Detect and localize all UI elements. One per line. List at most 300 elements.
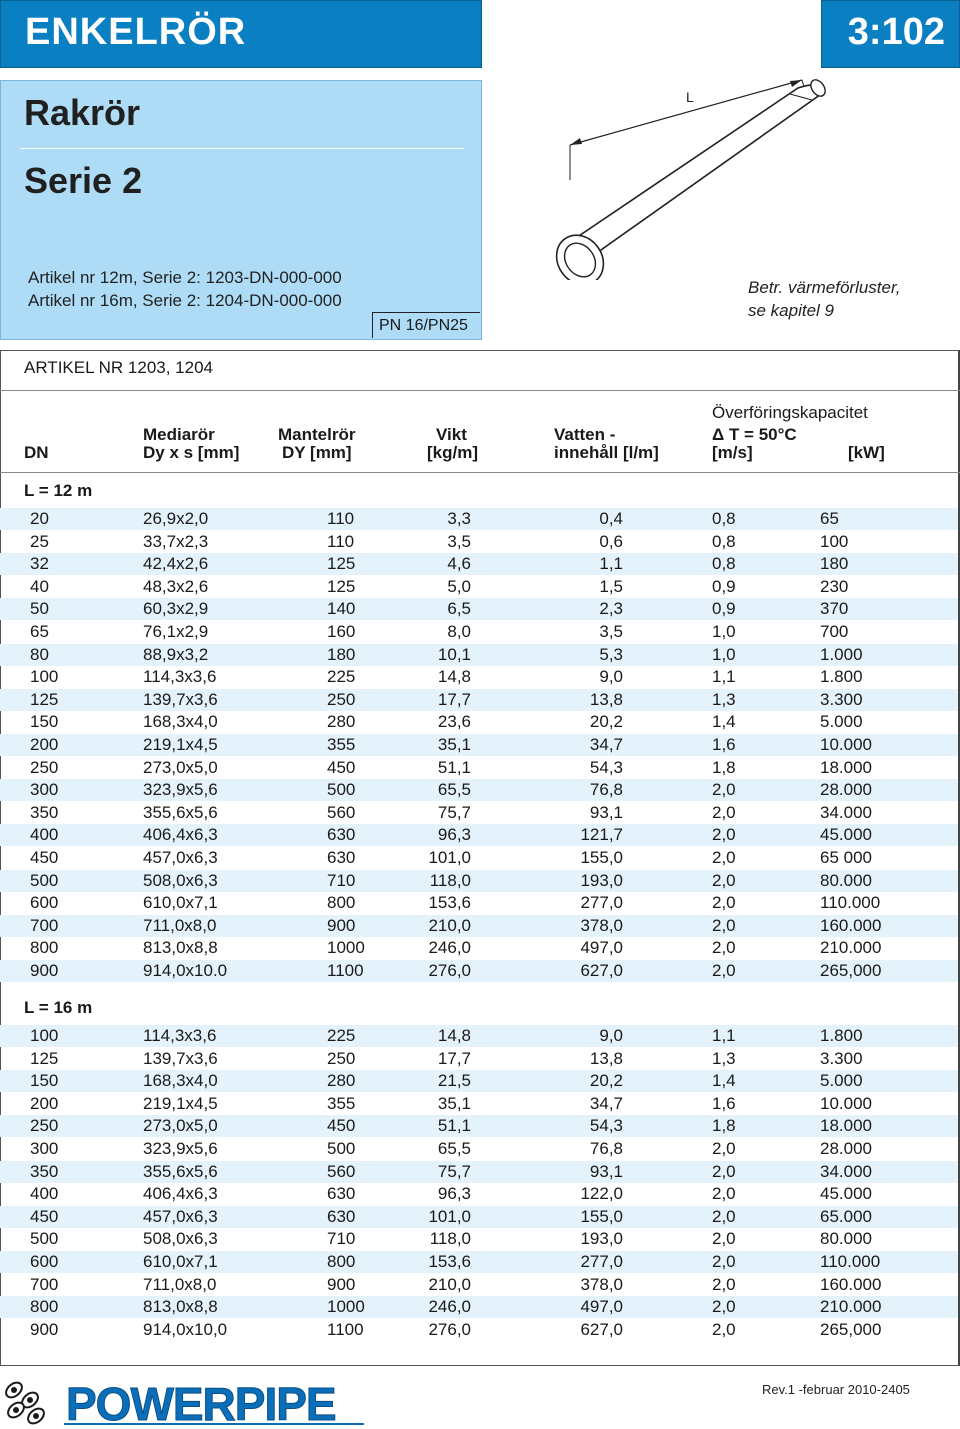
table-row [0, 1251, 958, 1273]
media-pipe-cell: 323,9x5,6 [143, 1139, 218, 1158]
casing-pipe-cell: 500 [327, 780, 356, 800]
media-pipe-cell: 114,3x3,6 [143, 1026, 217, 1045]
media-pipe-cell: 273,0x5,0 [143, 1116, 218, 1136]
col-header-media-bottom: Dy x s [mm] [143, 443, 240, 462]
weight-cell: 14,8 [437, 667, 471, 687]
speed-cell: 2,0 [712, 802, 736, 822]
document-title: ENKELRÖR [25, 11, 247, 53]
weight-cell: 96,3 [437, 825, 471, 845]
power-cell: 34.000 [820, 1161, 872, 1181]
weight-cell: 153,6 [428, 1252, 471, 1271]
dn-cell: 40 [30, 576, 49, 596]
weight-cell: 75,7 [437, 802, 471, 822]
media-pipe-cell: 914,0x10.0 [143, 961, 228, 980]
table-row [0, 915, 958, 937]
weight-cell: 51,1 [437, 757, 471, 777]
speed-cell: 2,0 [712, 1252, 736, 1271]
weight-cell: 65,5 [437, 1139, 471, 1158]
dn-cell: 400 [30, 825, 59, 845]
table-row [0, 1138, 958, 1160]
media-pipe-cell: 139,7x3,6 [143, 1048, 218, 1068]
media-pipe-cell: 168,3x4,0 [143, 1071, 218, 1091]
table-row [0, 802, 958, 824]
dn-cell: 125 [30, 1048, 59, 1068]
brand-wordmark: POWERPIPE [66, 1378, 336, 1428]
product-name: Rakrör [24, 92, 141, 133]
table-row [0, 1115, 958, 1137]
col-header-mantel-bottom: DY [mm] [282, 443, 352, 462]
water-content-cell: 155,0 [580, 848, 623, 867]
power-cell: 5.000 [820, 712, 863, 732]
speed-cell: 0,8 [712, 554, 736, 574]
water-content-cell: 76,8 [589, 1139, 623, 1158]
casing-pipe-cell: 710 [327, 870, 356, 890]
water-content-cell: 193,0 [580, 1229, 623, 1249]
heat-loss-line-1: Betr. värmeförluster, [748, 278, 901, 297]
article-line-12m: Artikel nr 12m, Serie 2: 1203-DN-000-000 [28, 268, 342, 287]
power-cell: 65.000 [820, 1206, 872, 1226]
weight-cell: 14,8 [437, 1026, 471, 1045]
speed-cell: 1,6 [712, 1093, 736, 1113]
length-label: L [686, 89, 694, 105]
table-row [0, 644, 958, 666]
table-row [0, 666, 958, 688]
power-cell: 210.000 [820, 1297, 882, 1317]
speed-cell: 2,0 [712, 780, 736, 800]
dn-cell: 50 [30, 599, 49, 619]
col-header-mantel-top: Mantelrör [278, 425, 356, 444]
water-content-cell: 93,1 [589, 802, 623, 822]
table-row [0, 847, 958, 869]
weight-cell: 35,1 [437, 735, 471, 754]
power-cell: 3.300 [820, 689, 863, 709]
power-cell: 180 [820, 554, 849, 574]
media-pipe-cell: 711,0x8,0 [143, 915, 217, 935]
power-cell: 1.000 [820, 644, 863, 664]
casing-pipe-cell: 500 [327, 1139, 356, 1158]
casing-pipe-cell: 800 [327, 1252, 356, 1271]
weight-cell: 101,0 [428, 848, 471, 867]
section-label-12m: L = 12 m [24, 481, 93, 500]
table-row [0, 757, 958, 779]
media-pipe-cell: 139,7x3,6 [143, 689, 218, 709]
speed-cell: 1,8 [712, 1116, 736, 1136]
dn-cell: 400 [30, 1184, 59, 1204]
speed-cell: 1,0 [712, 644, 736, 664]
speed-cell: 2,0 [712, 893, 736, 913]
water-content-cell: 13,8 [589, 1048, 623, 1068]
water-content-cell: 0,6 [599, 531, 623, 551]
weight-cell: 17,7 [437, 689, 471, 709]
article-line-16m: Artikel nr 16m, Serie 2: 1204-DN-000-000 [28, 291, 342, 310]
water-content-cell: 34,7 [589, 1093, 623, 1113]
speed-cell: 0,8 [712, 509, 736, 528]
weight-cell: 246,0 [428, 938, 471, 958]
heat-loss-note [748, 276, 900, 322]
dn-cell: 200 [30, 1093, 59, 1113]
media-pipe-cell: 76,1x2,9 [143, 622, 209, 641]
casing-pipe-cell: 125 [327, 554, 356, 574]
speed-cell: 2,0 [712, 961, 736, 980]
water-content-cell: 155,0 [580, 1206, 623, 1226]
media-pipe-cell: 508,0x6,3 [143, 870, 218, 890]
weight-cell: 3,5 [447, 531, 471, 551]
powerpipe-emblem-icon [2, 1376, 52, 1428]
media-pipe-cell: 508,0x6,3 [143, 1229, 218, 1249]
speed-cell: 2,0 [712, 1161, 736, 1181]
table-row [0, 779, 958, 801]
water-content-cell: 76,8 [589, 780, 623, 800]
page-number: 3:102 [847, 11, 945, 53]
weight-cell: 276,0 [428, 1319, 471, 1339]
water-content-cell: 277,0 [580, 1252, 623, 1271]
dn-cell: 500 [30, 870, 59, 890]
dn-cell: 150 [30, 1071, 59, 1091]
speed-cell: 1,4 [712, 1071, 736, 1091]
dn-cell: 800 [30, 1297, 59, 1317]
weight-cell: 5,0 [447, 576, 471, 596]
table-row [0, 1070, 958, 1092]
table-row [0, 937, 958, 959]
water-content-cell: 34,7 [589, 735, 623, 754]
power-cell: 160.000 [820, 1274, 882, 1294]
dn-cell: 450 [30, 1206, 59, 1226]
dn-cell: 800 [30, 938, 59, 958]
casing-pipe-cell: 110 [327, 531, 355, 551]
table-row [0, 508, 958, 530]
table-row [0, 711, 958, 733]
speed-cell: 2,0 [712, 915, 736, 935]
dn-cell: 65 [30, 622, 49, 641]
casing-pipe-cell: 560 [327, 1161, 356, 1181]
table-row [0, 870, 958, 892]
dn-cell: 450 [30, 848, 59, 867]
speed-cell: 2,0 [712, 938, 736, 958]
table-row [0, 621, 958, 643]
media-pipe-cell: 219,1x4,5 [143, 1093, 218, 1113]
col-header-dn: DN [24, 443, 49, 462]
header-separator-bottom [0, 472, 960, 473]
water-content-cell: 54,3 [589, 757, 623, 777]
speed-cell: 0,8 [712, 531, 736, 551]
power-cell: 10.000 [820, 1093, 872, 1113]
col-header-vatten-top: Vatten - [554, 425, 616, 444]
power-cell: 28.000 [820, 780, 872, 800]
power-cell: 45.000 [820, 1184, 872, 1204]
media-pipe-cell: 813,0x8,8 [143, 938, 218, 958]
casing-pipe-cell: 355 [327, 1093, 356, 1113]
media-pipe-cell: 48,3x2,6 [143, 576, 209, 596]
header-separator-top [0, 390, 960, 391]
power-cell: 10.000 [820, 735, 872, 754]
dn-cell: 125 [30, 689, 59, 709]
speed-cell: 1,6 [712, 735, 736, 754]
casing-pipe-cell: 630 [327, 1184, 356, 1204]
casing-pipe-cell: 140 [327, 599, 356, 619]
power-cell: 160.000 [820, 915, 882, 935]
weight-cell: 118,0 [429, 1229, 471, 1249]
media-pipe-cell: 813,0x8,8 [143, 1297, 218, 1317]
casing-pipe-cell: 560 [327, 802, 356, 822]
speed-cell: 2,0 [712, 1297, 736, 1317]
series-name: Serie 2 [24, 160, 143, 201]
power-cell: 65 [820, 509, 839, 528]
dn-cell: 150 [30, 712, 59, 732]
page-number-box [821, 0, 960, 68]
water-content-cell: 93,1 [589, 1161, 623, 1181]
casing-pipe-cell: 110 [327, 509, 355, 528]
weight-cell: 276,0 [428, 961, 471, 980]
casing-pipe-cell: 630 [327, 848, 356, 867]
speed-cell: 2,0 [712, 1229, 736, 1249]
table-row [0, 1048, 958, 1070]
power-cell: 80.000 [820, 870, 872, 890]
table-row [0, 576, 958, 598]
speed-cell: 2,0 [712, 848, 736, 867]
weight-cell: 35,1 [437, 1093, 471, 1113]
speed-cell: 1,3 [712, 689, 736, 709]
table-row [0, 689, 958, 711]
water-content-cell: 277,0 [580, 893, 623, 913]
casing-pipe-cell: 900 [327, 915, 356, 935]
speed-cell: 1,8 [712, 757, 736, 777]
speed-cell: 2,0 [712, 1319, 736, 1339]
table-row [0, 1296, 958, 1318]
water-content-cell: 122,0 [580, 1184, 623, 1204]
speed-cell: 1,1 [712, 1026, 736, 1045]
media-pipe-cell: 323,9x5,6 [143, 780, 218, 800]
table-row [0, 1274, 958, 1296]
water-content-cell: 9,0 [599, 667, 623, 687]
weight-cell: 4,6 [447, 554, 471, 574]
dn-cell: 700 [30, 915, 59, 935]
power-cell: 110.000 [820, 893, 881, 913]
table-row [0, 1228, 958, 1250]
power-cell: 18.000 [820, 757, 872, 777]
weight-cell: 65,5 [437, 780, 471, 800]
table-row [0, 1161, 958, 1183]
casing-pipe-cell: 280 [327, 1071, 356, 1091]
table-row [0, 1319, 958, 1341]
dn-cell: 20 [30, 509, 49, 528]
col-header-speed: [m/s] [712, 443, 753, 462]
speed-cell: 0,9 [712, 599, 736, 619]
weight-cell: 153,6 [428, 893, 471, 913]
casing-pipe-cell: 800 [327, 893, 356, 913]
weight-cell: 21,5 [437, 1071, 471, 1091]
casing-pipe-cell: 225 [327, 1026, 356, 1045]
casing-pipe-cell: 250 [327, 689, 356, 709]
casing-pipe-cell: 250 [327, 1048, 356, 1068]
table-row [0, 531, 958, 553]
media-pipe-cell: 88,9x3,2 [143, 644, 209, 664]
col-header-capacity: Överföringskapacitet [712, 403, 868, 422]
col-header-vatten-bottom: innehåll [l/m] [554, 443, 659, 462]
media-pipe-cell: 457,0x6,3 [143, 848, 218, 867]
water-content-cell: 627,0 [580, 961, 623, 980]
speed-cell: 0,9 [712, 576, 736, 596]
pressure-class-label: PN 16/PN25 [372, 312, 480, 338]
power-cell: 110.000 [820, 1252, 881, 1271]
dn-cell: 80 [30, 644, 49, 664]
media-pipe-cell: 610,0x7,1 [143, 1252, 218, 1271]
media-pipe-cell: 355,6x5,6 [143, 1161, 218, 1181]
power-cell: 45.000 [820, 825, 872, 845]
dn-cell: 250 [30, 757, 59, 777]
speed-cell: 2,0 [712, 1139, 736, 1158]
power-cell: 80.000 [820, 1229, 872, 1249]
speed-cell: 1,1 [712, 667, 736, 687]
dn-cell: 200 [30, 735, 59, 754]
media-pipe-cell: 33,7x2,3 [143, 531, 209, 551]
media-pipe-cell: 610,0x7,1 [143, 893, 218, 913]
speed-cell: 1,3 [712, 1048, 736, 1068]
article-heading: ARTIKEL NR 1203, 1204 [24, 358, 214, 377]
water-content-cell: 121,7 [580, 825, 623, 845]
dn-cell: 600 [30, 1252, 59, 1271]
table-row [0, 1093, 958, 1115]
casing-pipe-cell: 125 [327, 576, 356, 596]
water-content-cell: 20,2 [589, 1071, 623, 1091]
water-content-cell: 627,0 [580, 1319, 623, 1339]
water-content-cell: 3,5 [599, 622, 623, 641]
table-row [0, 1206, 958, 1228]
table-row [0, 1183, 958, 1205]
weight-cell: 75,7 [437, 1161, 471, 1181]
dn-cell: 900 [30, 1319, 59, 1339]
weight-cell: 51,1 [437, 1116, 471, 1136]
dn-cell: 250 [30, 1116, 59, 1136]
table-row [0, 734, 958, 756]
title-bar [0, 0, 482, 68]
dn-cell: 500 [30, 1229, 59, 1249]
weight-cell: 23,6 [437, 712, 471, 732]
media-pipe-cell: 219,1x4,5 [143, 735, 218, 754]
casing-pipe-cell: 1100 [327, 1319, 364, 1339]
weight-cell: 17,7 [437, 1048, 471, 1068]
media-pipe-cell: 26,9x2,0 [143, 509, 209, 528]
power-cell: 5.000 [820, 1071, 863, 1091]
water-content-cell: 1,1 [599, 554, 623, 574]
casing-pipe-cell: 630 [327, 825, 356, 845]
speed-cell: 2,0 [712, 825, 736, 845]
weight-cell: 118,0 [429, 870, 471, 890]
casing-pipe-cell: 710 [327, 1229, 356, 1249]
weight-cell: 8,0 [447, 622, 471, 641]
media-pipe-cell: 406,4x6,3 [143, 1184, 218, 1204]
dn-cell: 700 [30, 1274, 59, 1294]
table-row [0, 553, 958, 575]
col-header-delta-t: Δ T = 50°C [712, 425, 797, 444]
dn-cell: 25 [30, 531, 49, 551]
powerpipe-logo [64, 1376, 374, 1428]
water-content-cell: 0,4 [599, 509, 623, 528]
col-header-vikt-top: Vikt [436, 425, 467, 444]
casing-pipe-cell: 280 [327, 712, 356, 732]
speed-cell: 2,0 [712, 1274, 736, 1294]
casing-pipe-cell: 450 [327, 757, 356, 777]
table-row [0, 824, 958, 846]
media-pipe-cell: 406,4x6,3 [143, 825, 218, 845]
col-header-media-top: Mediarör [143, 425, 215, 444]
weight-cell: 96,3 [437, 1184, 471, 1204]
dn-cell: 300 [30, 780, 59, 800]
power-cell: 3.300 [820, 1048, 863, 1068]
casing-pipe-cell: 630 [327, 1206, 356, 1226]
media-pipe-cell: 914,0x10,0 [143, 1319, 228, 1339]
speed-cell: 2,0 [712, 870, 736, 890]
casing-pipe-cell: 900 [327, 1274, 356, 1294]
water-content-cell: 497,0 [580, 938, 623, 958]
power-cell: 18.000 [820, 1116, 872, 1136]
casing-pipe-cell: 225 [327, 667, 356, 687]
weight-cell: 101,0 [428, 1206, 471, 1226]
power-cell: 1.800 [820, 667, 863, 687]
dn-cell: 100 [30, 1026, 59, 1045]
power-cell: 230 [820, 576, 849, 596]
power-cell: 210.000 [820, 938, 882, 958]
water-content-cell: 1,5 [599, 576, 623, 596]
water-content-cell: 378,0 [580, 1274, 623, 1294]
col-header-power: [kW] [848, 443, 885, 462]
pipe-drawing [540, 70, 840, 280]
weight-cell: 210,0 [428, 915, 471, 935]
casing-pipe-cell: 160 [327, 622, 356, 641]
water-content-cell: 2,3 [599, 599, 623, 619]
col-header-vikt-bottom: [kg/m] [427, 443, 478, 462]
media-pipe-cell: 273,0x5,0 [143, 757, 218, 777]
media-pipe-cell: 168,3x4,0 [143, 712, 218, 732]
speed-cell: 2,0 [712, 1184, 736, 1204]
casing-pipe-cell: 450 [327, 1116, 356, 1136]
dn-cell: 350 [30, 802, 59, 822]
weight-cell: 246,0 [428, 1297, 471, 1317]
table-row [0, 598, 958, 620]
water-content-cell: 378,0 [580, 915, 623, 935]
dn-cell: 100 [30, 667, 59, 687]
power-cell: 34.000 [820, 802, 872, 822]
dn-cell: 350 [30, 1161, 59, 1181]
weight-cell: 6,5 [447, 599, 471, 619]
water-content-cell: 5,3 [599, 644, 623, 664]
dn-cell: 300 [30, 1139, 59, 1158]
casing-pipe-cell: 1000 [327, 1297, 365, 1317]
heat-loss-line-2: se kapitel 9 [748, 301, 834, 320]
weight-cell: 10,1 [437, 644, 471, 664]
casing-pipe-cell: 180 [327, 644, 356, 664]
weight-cell: 3,3 [447, 509, 471, 528]
speed-cell: 1,4 [712, 712, 736, 732]
casing-pipe-cell: 1000 [327, 938, 365, 958]
power-cell: 28.000 [820, 1139, 872, 1158]
power-cell: 700 [820, 622, 849, 641]
panel-divider [20, 148, 464, 149]
speed-cell: 2,0 [712, 1206, 736, 1226]
speed-cell: 1,0 [712, 622, 736, 641]
casing-pipe-cell: 355 [327, 735, 356, 754]
casing-pipe-cell: 1100 [327, 961, 364, 980]
media-pipe-cell: 711,0x8,0 [143, 1274, 217, 1294]
power-cell: 1.800 [820, 1026, 863, 1045]
media-pipe-cell: 355,6x5,6 [143, 802, 218, 822]
media-pipe-cell: 60,3x2,9 [143, 599, 209, 619]
water-content-cell: 9,0 [599, 1026, 623, 1045]
water-content-cell: 193,0 [580, 870, 623, 890]
dn-cell: 600 [30, 893, 59, 913]
power-cell: 370 [820, 599, 849, 619]
table-row [0, 1025, 958, 1047]
media-pipe-cell: 457,0x6,3 [143, 1206, 218, 1226]
